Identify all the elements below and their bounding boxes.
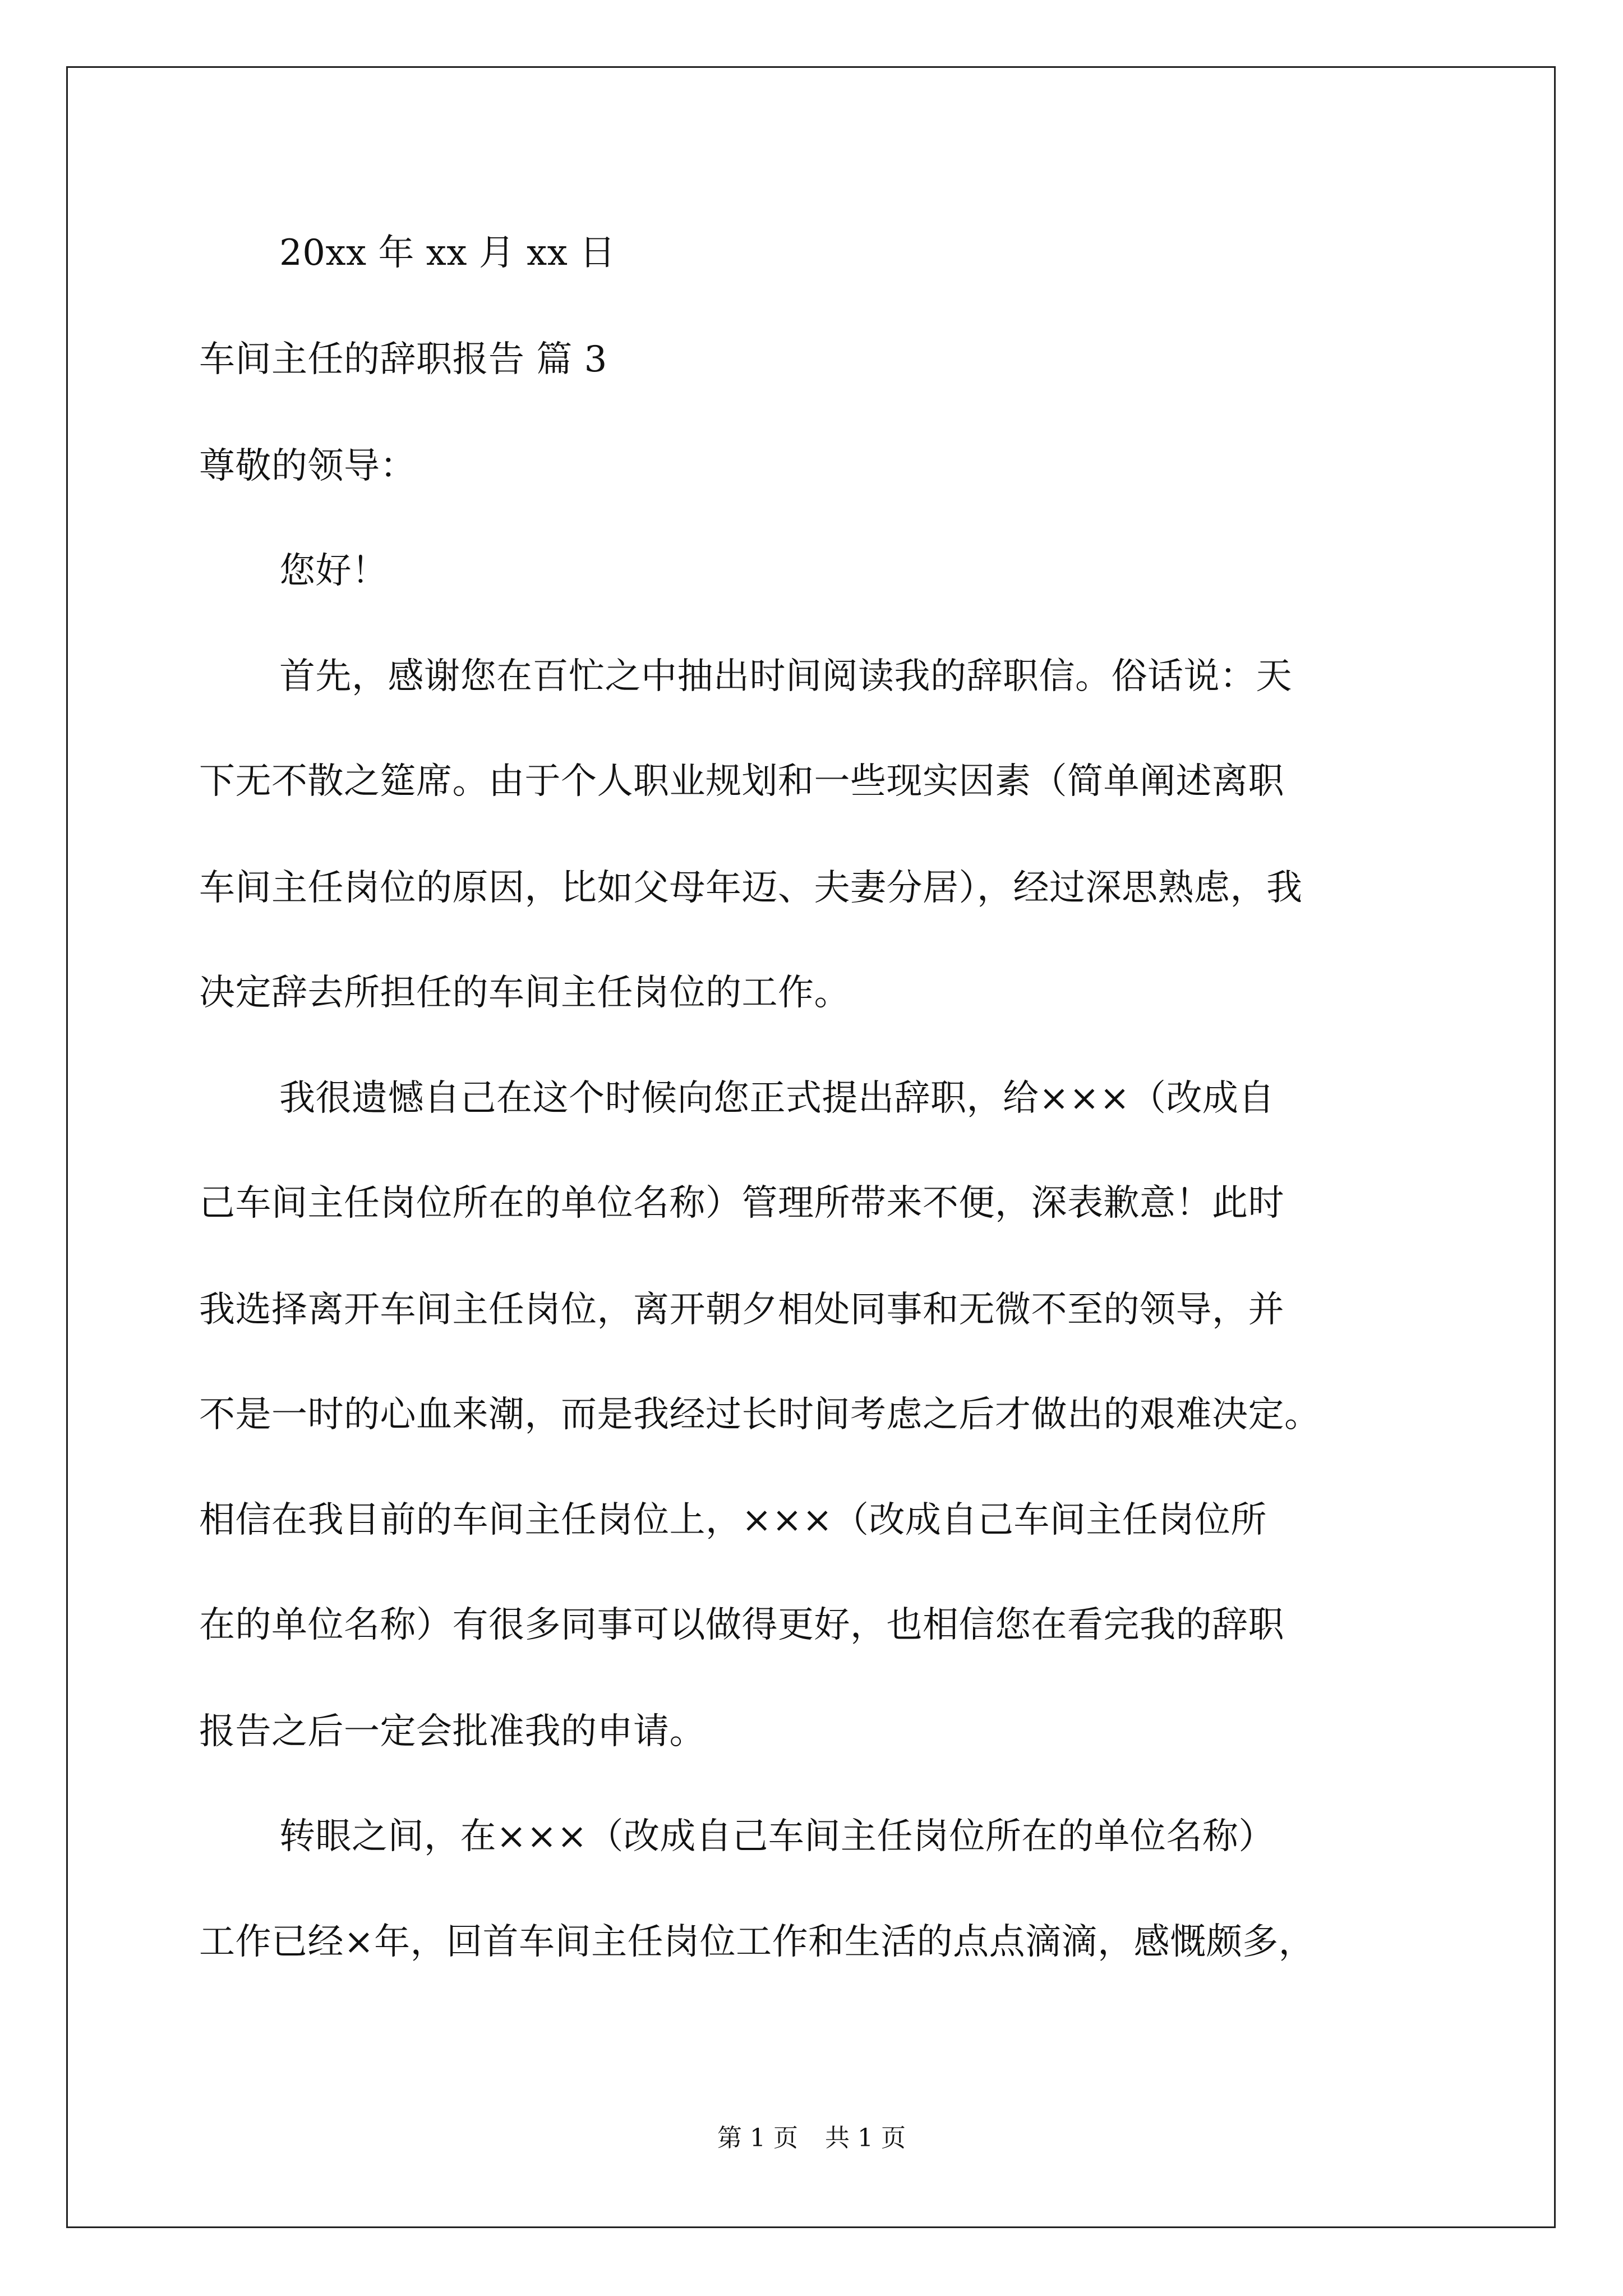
paragraph-2-line-5: 相信在我目前的车间主任岗位上，×××（改成自己车间主任岗位所 [199,1499,1267,1541]
paragraph-2-line-4: 不是一时的心血来潮，而是我经过长时间考虑之后才做出的艰难决定。 [199,1394,1321,1435]
paragraph-3-line-2: 工作已经×年，回首车间主任岗位工作和生活的点点滴滴，感慨颇多， [199,1921,1315,1963]
paragraph-1-line-2: 下无不散之筵席。由于个人职业规划和一些现实因素（简单阐述离职 [199,761,1284,802]
paragraph-1-line-4: 决定辞去所担任的车间主任岗位的工作。 [199,972,850,1014]
paragraph-3-line-1: 转眼之间，在×××（改成自己车间主任岗位所在的单位名称） [279,1816,1275,1857]
paragraph-1-line-1: 首先，感谢您在百忙之中抽出时间阅读我的辞职信。俗话说：天 [279,656,1292,697]
paragraph-2-line-7: 报告之后一定会批准我的申请。 [199,1711,706,1752]
paragraph-2-line-2: 己车间主任岗位所在的单位名称）管理所带来不便，深表歉意！此时 [199,1182,1284,1224]
salutation: 尊敬的领导： [199,445,416,487]
document-title: 车间主任的辞职报告 篇 3 [199,339,607,380]
page-number-total: 共 1 页 [825,2124,906,2152]
date-line: 20xx 年 xx 月 xx 日 [279,232,616,274]
paragraph-1-line-3: 车间主任岗位的原因，比如父母年迈、夫妻分居），经过深思熟虑，我 [199,867,1303,909]
greeting: 您好！ [279,550,388,592]
paragraph-2-line-3: 我选择离开车间主任岗位，离开朝夕相处同事和无微不至的领导，并 [199,1289,1284,1331]
paragraph-2-line-6: 在的单位名称）有很多同事可以做得更好，也相信您在看完我的辞职 [199,1604,1284,1646]
paragraph-2-line-1: 我很遗憾自己在这个时候向您正式提出辞职，给×××（改成自 [279,1078,1275,1119]
page-border [66,66,1556,2228]
page-number-current: 第 1 页 [717,2124,798,2152]
page-footer [0,2126,1623,2151]
